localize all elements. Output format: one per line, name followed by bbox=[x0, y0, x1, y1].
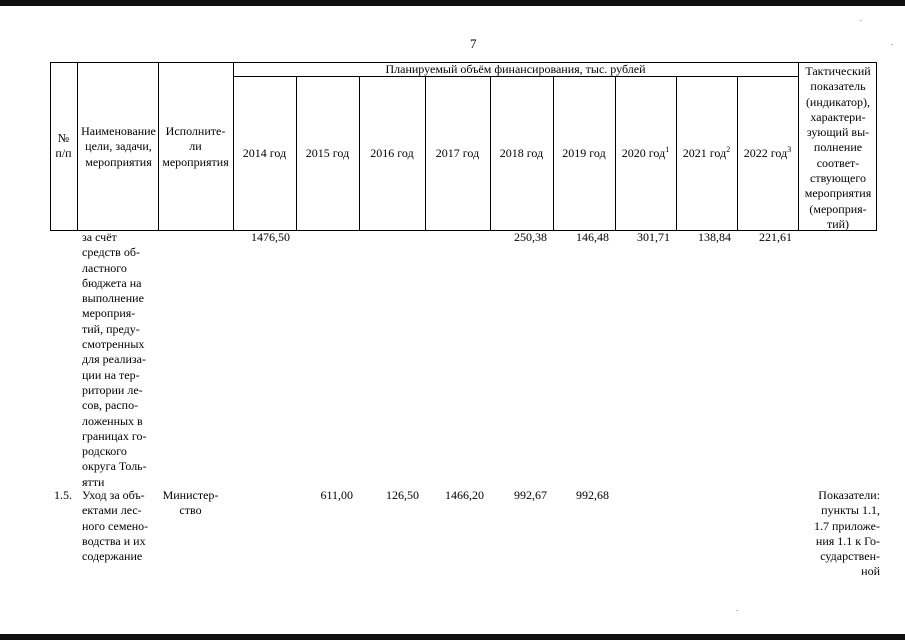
row-value: 146,48 bbox=[576, 230, 609, 244]
header-num: № п/п bbox=[55, 131, 72, 161]
row-value: 611,00 bbox=[320, 488, 353, 502]
scan-speck: . bbox=[891, 38, 893, 47]
year-label: 2014 год bbox=[242, 146, 287, 160]
year-label: 2022 год bbox=[743, 146, 788, 160]
header-funding-title: Планируемый объём финансирования, тыс. рублей bbox=[385, 62, 646, 76]
year-footnote-marker: 2 bbox=[726, 145, 731, 154]
header-year-1 bbox=[233, 146, 296, 161]
page-number: 7 bbox=[470, 36, 477, 51]
row-executor: Министер- ство bbox=[162, 488, 219, 518]
year-label: 2018 год bbox=[499, 146, 544, 160]
header-year-2 bbox=[296, 146, 359, 161]
top-border bbox=[0, 0, 905, 6]
bottom-border bbox=[0, 634, 905, 640]
header-executor: Исполните- ли мероприятия bbox=[162, 124, 229, 169]
header-indicator: Тактический показатель (индикатор), характери- зующий вы- полнение соответ- ствующего мероприятия (мероприя- тий) bbox=[804, 64, 872, 231]
row-indicator: Показатели: пункты 1.1, 1.7 приложе- ния 1.1 к Го- сударствен- ной bbox=[814, 488, 880, 579]
row-value: 250,38 bbox=[514, 230, 547, 244]
year-label: 2019 год bbox=[562, 146, 606, 160]
row-value: 301,71 bbox=[637, 230, 670, 244]
year-label: 2017 год bbox=[435, 146, 480, 160]
header-year-6 bbox=[553, 146, 615, 161]
row-value: 1476,50 bbox=[251, 230, 290, 244]
year-label: 2021 год bbox=[682, 146, 727, 160]
year-label: 2016 год bbox=[370, 146, 414, 160]
year-label: 2020 год bbox=[621, 146, 666, 160]
row-value: 992,68 bbox=[576, 488, 609, 502]
year-footnote-marker: 3 bbox=[787, 145, 792, 154]
header-year-4 bbox=[425, 146, 490, 161]
header-year-9 bbox=[737, 146, 798, 161]
scan-speck: . bbox=[736, 604, 738, 613]
row-number: 1.5. bbox=[54, 488, 72, 502]
row-value: 1466,20 bbox=[445, 488, 484, 502]
header-name: Наименование цели, задачи, мероприятия bbox=[81, 124, 156, 169]
row-value: 126,50 bbox=[386, 488, 419, 502]
header-year-3 bbox=[359, 146, 425, 161]
header-year-7 bbox=[615, 146, 676, 161]
header-year-5 bbox=[490, 146, 553, 161]
scan-speck: . bbox=[860, 14, 862, 23]
row-name: за счёт средств об- ластного бюджета на выполнение мероприя- тий, преду- смотренных для реализа- ции на тер- ритории ле- сов, распо- ложенных в границах го- родского округа Толь- ятти bbox=[82, 230, 147, 489]
year-footnote-marker: 1 bbox=[665, 145, 670, 154]
year-label: 2015 год bbox=[305, 146, 350, 160]
row-name: Уход за объ- ектами лес- ного семено- водства и их содержание bbox=[82, 488, 149, 564]
row-value: 138,84 bbox=[698, 230, 731, 244]
row-value: 221,61 bbox=[759, 230, 792, 244]
header-year-8 bbox=[676, 146, 737, 161]
row-value: 992,67 bbox=[514, 488, 547, 502]
